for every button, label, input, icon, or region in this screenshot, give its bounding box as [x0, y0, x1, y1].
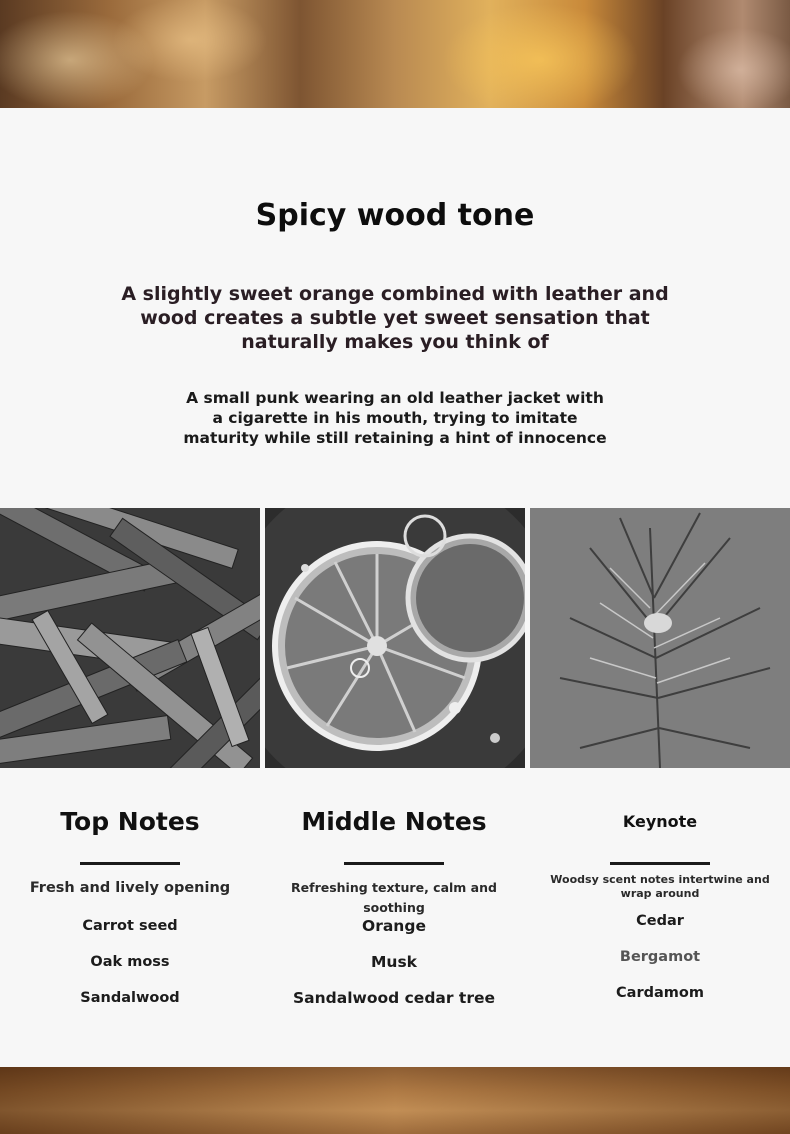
middle-note-item: Orange: [362, 917, 426, 935]
section-body-text: A small punk wearing an old leather jacket with a cigarette in his mouth, trying to imitate maturity while still retaining a hint of innocence: [183, 389, 607, 447]
middle-note-item: Sandalwood cedar tree: [292, 989, 495, 1007]
key-note-item: Cedar: [636, 913, 684, 929]
top-notes-divider: [80, 862, 180, 865]
middle-notes-column: [269, 800, 519, 1016]
top-notes-description: Fresh and lively opening: [29, 880, 231, 896]
middle-note-item: Musk: [371, 953, 417, 971]
top-note-item: Sandalwood: [80, 990, 180, 1006]
orange-slice-photo: [265, 508, 525, 768]
keynote-title: Keynote: [622, 812, 698, 831]
middle-notes-description: Refreshing texture, calm and soothing: [291, 880, 497, 915]
key-note-item: Bergamot: [619, 949, 701, 965]
pine-branch-photo: [530, 508, 790, 768]
middle-notes-title: Middle Notes: [301, 807, 487, 836]
section-subheading: A slightly sweet orange combined with leather and wood creates a subtle yet sweet sensation that naturally makes you think of: [121, 283, 669, 353]
top-note-item: Carrot seed: [82, 918, 178, 934]
section-heading: Spicy wood tone: [255, 198, 535, 233]
top-notes-column: [5, 800, 255, 1016]
top-note-item: Oak moss: [90, 954, 170, 970]
bottom-banner-image: [0, 1067, 790, 1134]
keynote-description: Woodsy scent notes intertwine and wrap around: [550, 873, 770, 900]
top-notes-title: Top Notes: [60, 807, 200, 836]
middle-notes-divider: [344, 862, 444, 865]
keynote-divider: [610, 862, 710, 865]
keynote-column: [535, 800, 785, 1011]
wood-sticks-photo: [0, 508, 260, 768]
key-note-item: Cardamom: [616, 985, 704, 1001]
top-banner-image: [0, 0, 790, 108]
